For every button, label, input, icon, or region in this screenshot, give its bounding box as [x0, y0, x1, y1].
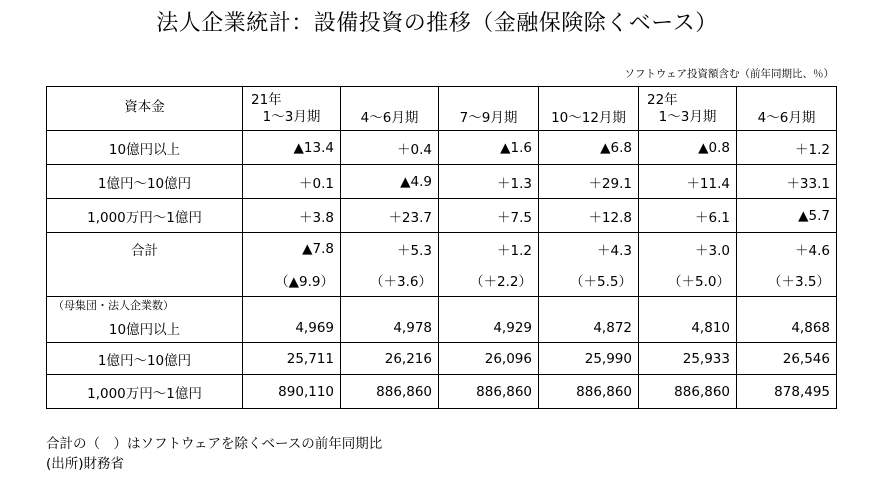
table-row: [47, 199, 837, 233]
header-period: 7～9月期: [439, 87, 539, 131]
table-cell: ＋33.1: [737, 165, 837, 199]
table-row: [47, 375, 837, 409]
table-cell: 26,096: [439, 343, 539, 375]
table-cell: 25,933: [639, 343, 737, 375]
table-row: [47, 165, 837, 199]
table-cell: （＋3.6）: [341, 265, 439, 297]
page-title: 法人企業統計：設備投資の推移（金融保険除くベース）: [156, 11, 718, 36]
row-label: 10億円以上: [47, 131, 243, 165]
table-cell: 26,546: [737, 343, 837, 375]
table-row: [47, 315, 837, 343]
population-label: （母集団・法人企業数）: [47, 297, 243, 315]
table-cell: ▲13.4: [243, 131, 341, 165]
table-cell: （＋2.2）: [439, 265, 539, 297]
table-cell: ＋5.3: [341, 233, 439, 265]
table-cell: ＋12.8: [539, 199, 639, 233]
table-cell: ＋1.2: [737, 131, 837, 165]
table-cell: ＋23.7: [341, 199, 439, 233]
table-cell: ＋0.4: [341, 131, 439, 165]
unit-note: ソフトウェア投資額含む（前年同期比、％）: [624, 68, 834, 80]
row-label: 10億円以上: [47, 315, 243, 343]
table-cell: ＋4.6: [737, 233, 837, 265]
table-cell: ▲5.7: [737, 199, 837, 233]
table-cell: 4,929: [439, 315, 539, 343]
table-cell: ＋3.8: [243, 199, 341, 233]
table-cell: （▲9.9）: [243, 265, 341, 297]
table-cell: ＋3.0: [639, 233, 737, 265]
table-cell: 890,110: [243, 375, 341, 409]
table-row: [47, 343, 837, 375]
table-cell: ＋29.1: [539, 165, 639, 199]
table-cell: ▲7.8: [243, 233, 341, 265]
table-cell: 4,969: [243, 315, 341, 343]
table-cell: 26,216: [341, 343, 439, 375]
table-cell: （＋5.5）: [539, 265, 639, 297]
capex-table: [46, 86, 837, 409]
source-note: (出所)財務省: [46, 456, 125, 472]
table-row-total-excl-software: [47, 265, 837, 297]
table-cell: ＋4.3: [539, 233, 639, 265]
table-cell: （＋3.5）: [737, 265, 837, 297]
table-cell: 886,860: [341, 375, 439, 409]
row-label: 合計: [47, 233, 243, 265]
header-period: 21年 1～3月期: [243, 87, 341, 131]
table-cell: ＋6.1: [639, 199, 737, 233]
row-label-empty: [47, 265, 243, 297]
table-cell: ▲1.6: [439, 131, 539, 165]
table-cell: 25,990: [539, 343, 639, 375]
row-label: 1,000万円～1億円: [47, 375, 243, 409]
table-cell: 878,495: [737, 375, 837, 409]
table-cell: ▲6.8: [539, 131, 639, 165]
table-cell: ＋7.5: [439, 199, 539, 233]
table-cell: ▲4.9: [341, 165, 439, 199]
row-label: 1,000万円～1億円: [47, 199, 243, 233]
table-cell: ＋11.4: [639, 165, 737, 199]
table-cell: （＋5.0）: [639, 265, 737, 297]
table-row-total: [47, 233, 837, 265]
table-cell: 4,978: [341, 315, 439, 343]
table-cell: 886,860: [639, 375, 737, 409]
table-cell: 4,810: [639, 315, 737, 343]
table-cell: ＋1.3: [439, 165, 539, 199]
table-row: [47, 131, 837, 165]
row-label: 1億円～10億円: [47, 343, 243, 375]
table-cell: 4,868: [737, 315, 837, 343]
table-cell: ＋1.2: [439, 233, 539, 265]
table-cell: ＋0.1: [243, 165, 341, 199]
table-cell: 4,872: [539, 315, 639, 343]
header-capital: 資本金: [47, 87, 243, 131]
table-cell: 25,711: [243, 343, 341, 375]
header-period: 4～6月期: [737, 87, 837, 131]
header-period: 4～6月期: [341, 87, 439, 131]
header-period: 22年 1～3月期: [639, 87, 737, 131]
row-label: 1億円～10億円: [47, 165, 243, 199]
table-cell: 886,860: [539, 375, 639, 409]
table-cell: ▲0.8: [639, 131, 737, 165]
header-period: 10～12月期: [539, 87, 639, 131]
table-cell: 886,860: [439, 375, 539, 409]
footnote: 合計の（ ）はソフトウェアを除くベースの前年同期比: [46, 436, 383, 452]
population-section-row: [47, 297, 837, 315]
header-row: [47, 87, 837, 131]
